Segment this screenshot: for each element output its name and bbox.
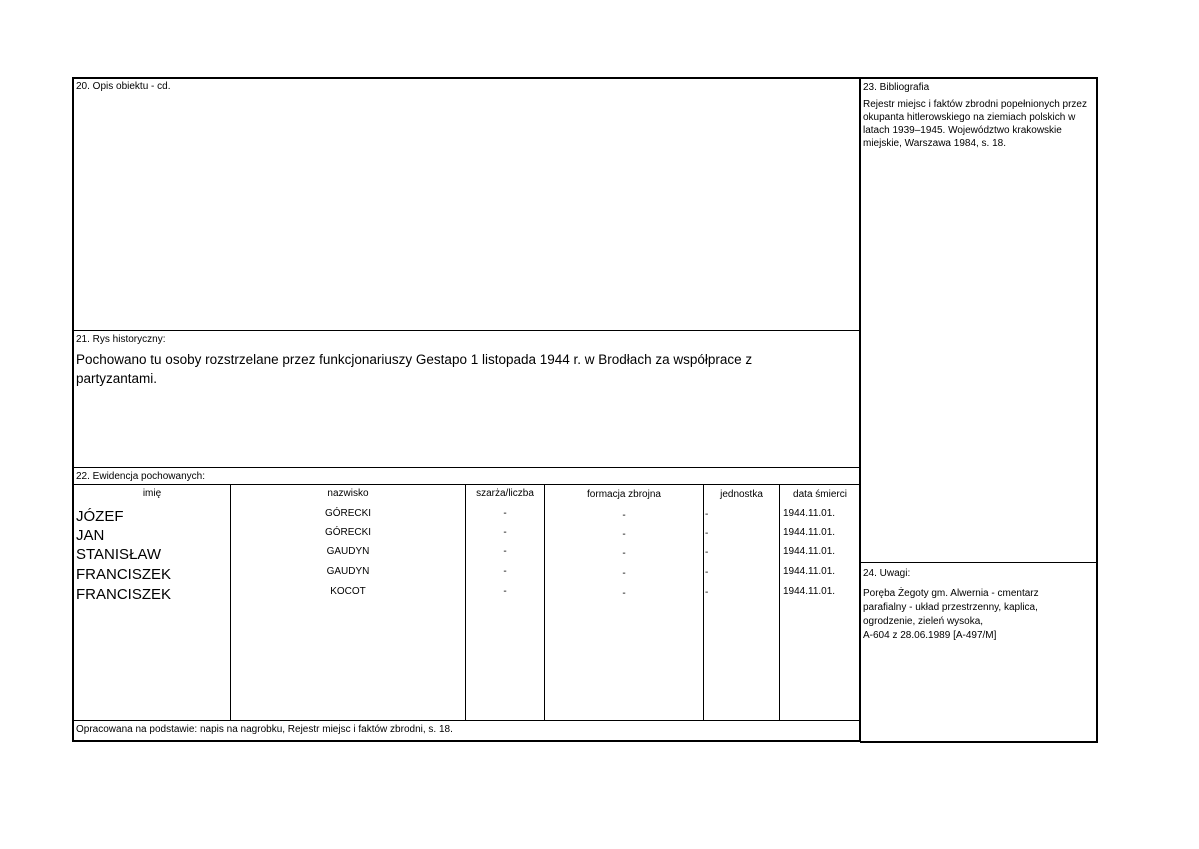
cell-jednostka: - — [705, 528, 709, 539]
column-header-imie: imię — [142, 488, 162, 499]
table-col-line-4 — [703, 485, 704, 721]
cell-imie: JAN — [76, 527, 105, 544]
cell-formacja: - — [622, 548, 626, 559]
frame-right-border — [1096, 77, 1098, 743]
cell-szarza: - — [503, 508, 507, 519]
cell-data: 1944.11.01. — [783, 546, 836, 557]
column-header-nazwisko: nazwisko — [327, 488, 369, 499]
cell-formacja: - — [622, 568, 626, 579]
cell-nazwisko: GÓRECKI — [324, 508, 372, 519]
frame-left-border — [72, 77, 74, 742]
ewidencja-label: 22. Ewidencja pochowanych: — [76, 471, 205, 482]
cell-imie: STANISŁAW — [76, 546, 162, 563]
cell-jednostka: - — [705, 509, 709, 520]
frame-top-border — [72, 77, 1098, 79]
cell-formacja: - — [622, 588, 626, 599]
table-bottom-border — [72, 740, 860, 742]
column-header-jednostka: jednostka — [720, 489, 763, 500]
divider-opracowana — [72, 720, 860, 721]
cell-nazwisko: GÓRECKI — [324, 527, 372, 538]
cell-szarza: - — [503, 527, 507, 538]
uwagi-line-1: Poręba Żegoty gm. Alwernia - cmentarz — [863, 588, 1039, 599]
bibliografia-label: 23. Bibliografia — [863, 82, 930, 93]
cell-szarza: - — [503, 546, 507, 557]
cell-jednostka: - — [705, 567, 709, 578]
column-divider-main — [859, 77, 861, 742]
cell-data: 1944.11.01. — [783, 527, 836, 538]
cell-data: 1944.11.01. — [783, 566, 836, 577]
frame-bottom-border — [860, 741, 1098, 743]
cell-nazwisko: KOCOT — [330, 586, 366, 597]
bibliografia-text: Rejestr miejsc i faktów zbrodni popełnionych przez okupanta hitlerowskiego na ziemiach polskich w latach 1939–1945. Województwo krakowskie miejskie, Warszawa 1984, s. 18. — [863, 99, 1087, 149]
cell-imie: FRANCISZEK — [76, 586, 172, 603]
cell-nazwisko: GAUDYN — [326, 566, 370, 577]
uwagi-label: 24. Uwagi: — [863, 568, 911, 579]
column-header-szarza: szarża/liczba — [476, 488, 534, 499]
cell-szarza: - — [503, 566, 507, 577]
divider-bibliografia-uwagi — [860, 562, 1097, 563]
cell-szarza: - — [503, 586, 507, 597]
rys-text: Pochowano tu osoby rozstrzelane przez funkcjonariuszy Gestapo 1 listopada 1944 r. w Brodłach za współprace z partyzantami. — [76, 352, 753, 386]
column-header-data: data śmierci — [793, 489, 847, 500]
divider-ewidencja-label — [72, 484, 860, 485]
cell-imie: FRANCISZEK — [76, 566, 172, 583]
rys-label: 21. Rys historyczny: — [76, 334, 166, 345]
uwagi-line-4: A-604 z 28.06.1989 [A-497/M] — [863, 630, 997, 641]
opis-label: 20. Opis obiektu - cd. — [76, 81, 171, 92]
table-col-line-5 — [779, 485, 780, 721]
cell-formacja: - — [622, 529, 626, 540]
column-header-formacja: formacja zbrojna — [587, 489, 661, 500]
uwagi-line-3: ogrodzenie, zieleń wysoka, — [863, 616, 984, 627]
cell-data: 1944.11.01. — [783, 508, 836, 519]
opracowana-text: Opracowana na podstawie: napis na nagrobku, Rejestr miejsc i faktów zbrodni, s. 18. — [76, 724, 453, 735]
divider-rys-ewidencja — [72, 467, 860, 468]
table-col-line-2 — [465, 485, 466, 721]
uwagi-line-2: parafialny - układ przestrzenny, kaplica, — [863, 602, 1038, 613]
cell-jednostka: - — [705, 587, 709, 598]
divider-opis-rys — [72, 330, 860, 331]
table-col-line-1 — [230, 485, 231, 721]
cell-formacja: - — [622, 510, 626, 521]
cell-jednostka: - — [705, 547, 709, 558]
cell-nazwisko: GAUDYN — [326, 546, 370, 557]
cell-imie: JÓZEF — [76, 508, 124, 525]
cell-data: 1944.11.01. — [783, 586, 836, 597]
